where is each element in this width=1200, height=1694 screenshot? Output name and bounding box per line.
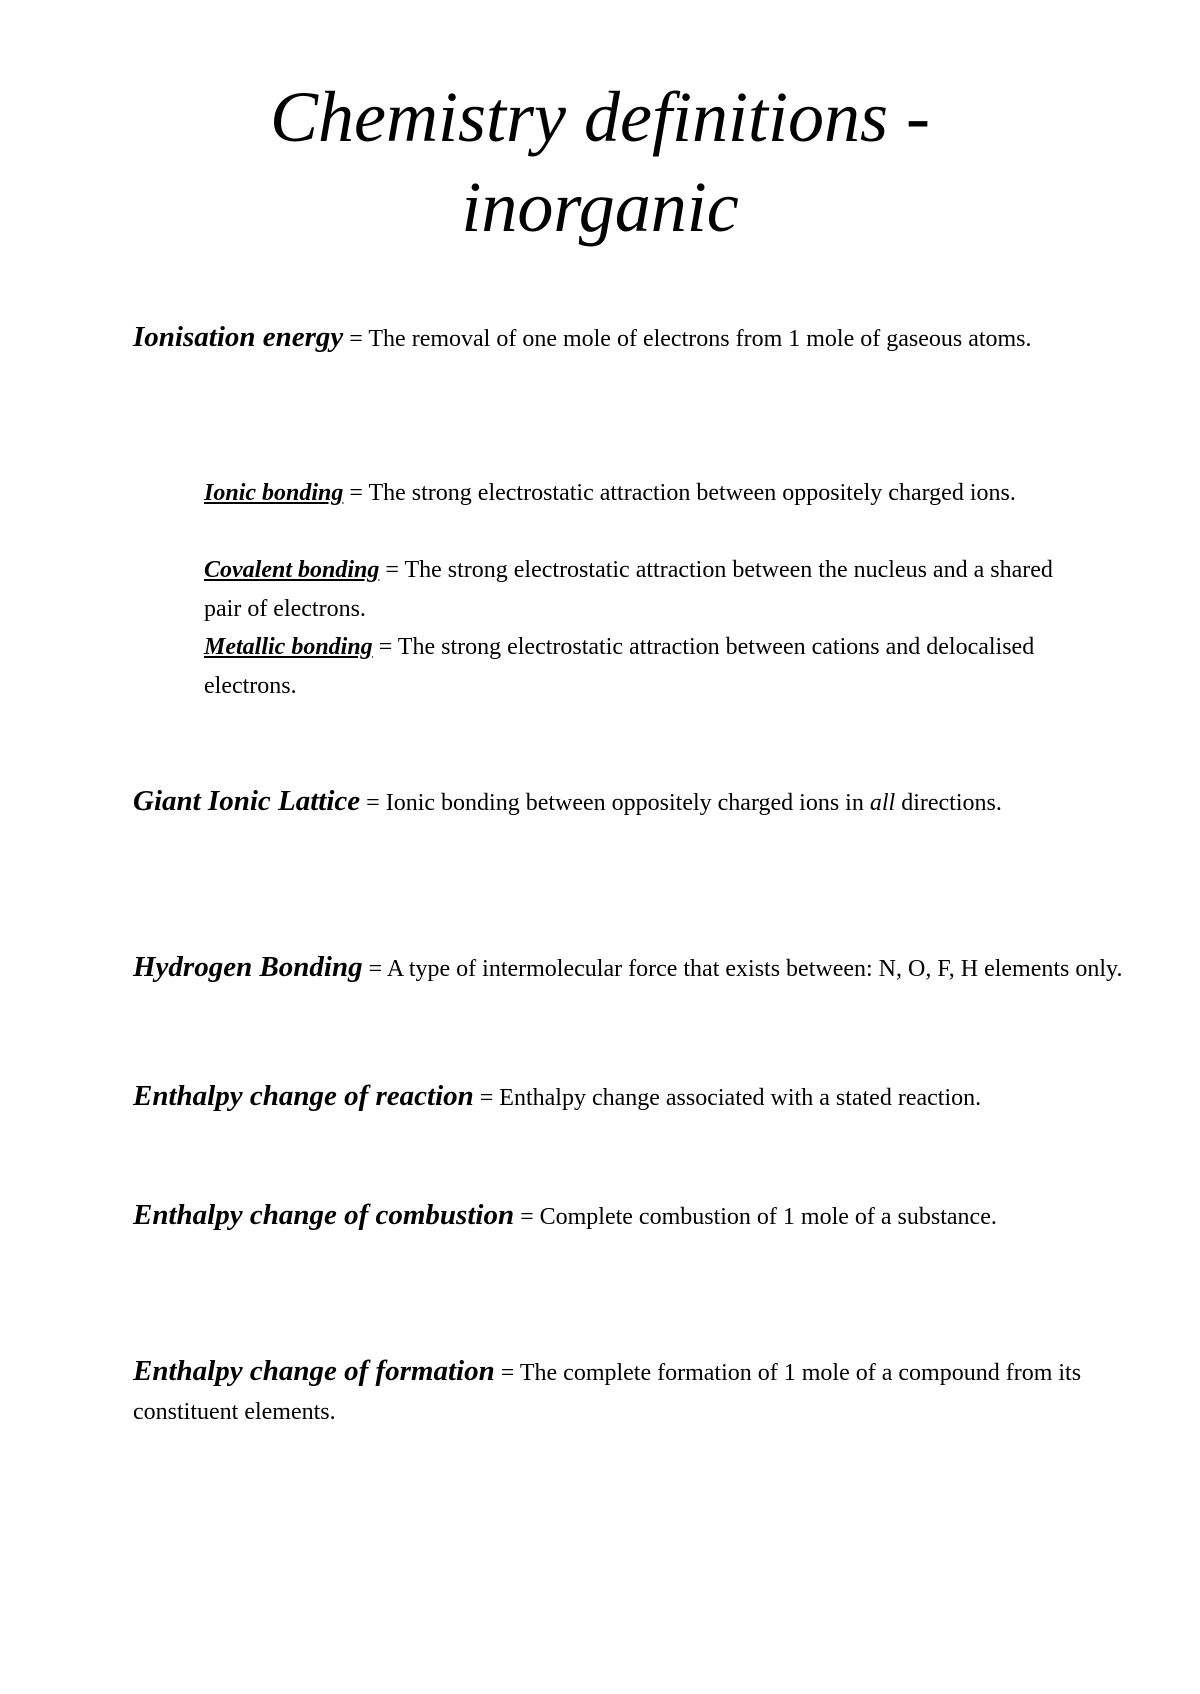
term-enthalpy-change-of-formation: Enthalpy change of formation [133, 1355, 495, 1387]
definition-ionic-bonding [204, 474, 1084, 513]
term-ionisation-energy: Ionisation energy [133, 321, 344, 353]
text-metallic-bonding: = The strong electrostatic attraction between cations and delocalised electrons. [204, 634, 1035, 699]
term-ionic-bonding: Ionic bonding [204, 480, 344, 506]
definition-ionisation-energy [133, 318, 1133, 359]
definition-enthalpy-change-of-combustion [133, 1196, 1133, 1237]
definition-enthalpy-change-of-reaction [133, 1077, 1133, 1118]
term-covalent-bonding: Covalent bonding [204, 557, 380, 583]
term-enthalpy-change-of-combustion: Enthalpy change of combustion [133, 1199, 515, 1231]
text-giant-ionic-lattice-emphasis: all [869, 790, 896, 816]
text-ionic-bonding: = The strong electrostatic attraction between oppositely charged ions. [343, 480, 1016, 506]
page-title [0, 72, 1200, 252]
text-covalent-bonding: = The strong electrostatic attraction between the nucleus and a shared pair of electrons. [204, 557, 1053, 622]
text-giant-ionic-lattice-after: directions. [895, 790, 1002, 816]
term-hydrogen-bonding: Hydrogen Bonding [133, 951, 363, 983]
definition-metallic-bonding [204, 628, 1084, 706]
definition-covalent-bonding [204, 551, 1084, 629]
text-enthalpy-change-of-formation: = The complete formation of 1 mole of a compound from its constituent elements. [133, 1360, 1082, 1425]
text-giant-ionic-lattice-before: = Ionic bonding between oppositely charged ions in [360, 790, 870, 816]
title-line-2: inorganic [461, 167, 739, 247]
definition-enthalpy-change-of-formation [133, 1352, 1133, 1432]
text-ionisation-energy: = The removal of one mole of electrons from 1 mole of gaseous atoms. [343, 326, 1032, 352]
term-giant-ionic-lattice: Giant Ionic Lattice [133, 785, 361, 817]
term-enthalpy-change-of-reaction: Enthalpy change of reaction [133, 1080, 474, 1112]
definition-hydrogen-bonding [133, 948, 1133, 989]
term-metallic-bonding: Metallic bonding [204, 634, 373, 660]
title-line-1: Chemistry definitions - [270, 77, 930, 157]
definition-giant-ionic-lattice [133, 782, 1133, 823]
text-enthalpy-change-of-combustion: = Complete combustion of 1 mole of a substance. [514, 1204, 997, 1230]
text-enthalpy-change-of-reaction: = Enthalpy change associated with a stated reaction. [473, 1085, 982, 1111]
text-hydrogen-bonding: = A type of intermolecular force that exists between: N, O, F, H elements only. [362, 956, 1123, 982]
